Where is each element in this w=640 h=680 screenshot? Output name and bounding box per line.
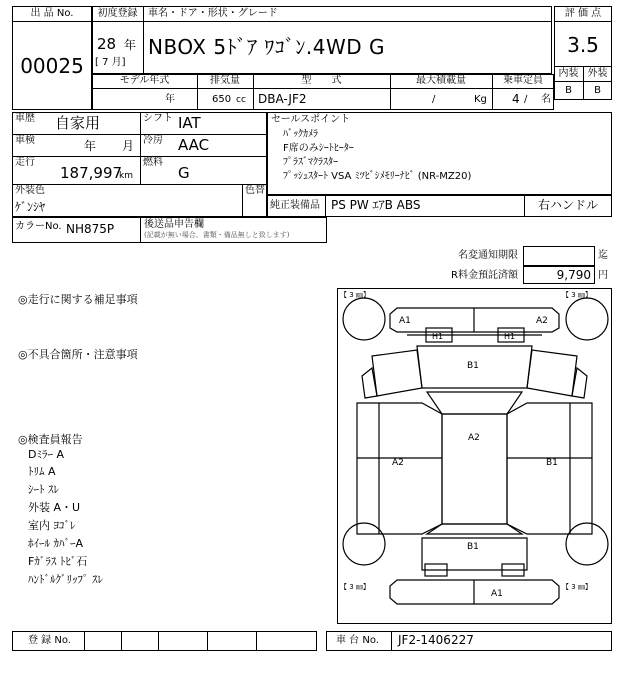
- first-registration-label: 初度登録: [97, 8, 138, 19]
- sales-point-item: F席のみｼｰﾄﾋｰﾀｰ: [283, 143, 354, 154]
- fuel-label: 燃料: [143, 157, 163, 168]
- mark-front-bumper-right: A2: [536, 316, 548, 326]
- tire-tag-front-right: 【 3 ㎜】: [562, 291, 592, 299]
- tire-tag-rear-right: 【 3 ㎜】: [562, 583, 592, 591]
- recycle-fee-label: R料金預託済額: [451, 270, 518, 281]
- damage-diagram: [337, 288, 612, 624]
- inspector-line: ｼｰﾄ ｽﾚ: [28, 483, 59, 496]
- interior-score: B: [565, 85, 572, 96]
- chassis-number-label: 車 台 No.: [336, 635, 379, 646]
- sales-points-label: セールスポイント: [271, 114, 351, 125]
- color-no-value: NH875P: [66, 222, 115, 236]
- overall-score: 3.5: [567, 33, 599, 57]
- model-year-label: モデル年式: [119, 75, 170, 86]
- model-year-unit: 年: [165, 94, 175, 105]
- tire-rear-right: [566, 523, 608, 565]
- registration-year: 28: [97, 35, 117, 53]
- mark-headlight-right: H1: [504, 332, 516, 341]
- tire-front-right: [566, 298, 608, 340]
- fuel-value: G: [178, 164, 190, 182]
- model-code-label: 型 式: [301, 75, 342, 86]
- inspection-year-unit: 年: [84, 139, 97, 153]
- inspector-line: ﾎｲｰﾙ ｶﾊﾞｰA: [28, 537, 84, 550]
- tire-tag-front-left: 【 3 ㎜】: [340, 291, 370, 299]
- rear-glass: [427, 524, 522, 534]
- inspector-line: Fｶﾞﾗｽ ﾄﾋﾞ石: [28, 555, 88, 568]
- front-fender-left: [372, 350, 422, 396]
- mark-right-side: B1: [546, 458, 558, 468]
- exterior-label: 外装: [587, 68, 608, 79]
- mark-rear-bumper: A1: [491, 589, 503, 599]
- inspector-line: ﾊﾝﾄﾞﾙｸﾞﾘｯﾌﾟ ｽﾚ: [28, 573, 103, 586]
- load-unit: Kg: [474, 94, 487, 105]
- interior-label: 内装: [558, 68, 579, 79]
- mark-front-bumper-left: A1: [399, 316, 411, 326]
- exterior-color-value: ｹﾞﾝｼﾔ: [15, 200, 46, 214]
- chassis-number: JF2-1406227: [398, 633, 474, 647]
- mark-hood: B1: [467, 361, 479, 371]
- documents-label: 後送品申告欄: [144, 219, 204, 230]
- mileage-unit: km: [119, 171, 133, 181]
- recycle-fee-unit: 円: [598, 270, 608, 281]
- documents-note: (記載が無い場合、書類・備品無しと致します): [144, 231, 290, 239]
- tire-front-left: [343, 298, 385, 340]
- equipment-label: 純正装備品: [270, 200, 320, 211]
- score-label: 評 価 点: [564, 8, 602, 19]
- inspection-month-unit: 月: [122, 139, 135, 153]
- exterior-score: B: [594, 85, 601, 96]
- mileage-value: 187,997: [60, 164, 123, 182]
- deadline-unit: 迄: [598, 250, 608, 261]
- registration-year-unit: 年: [124, 38, 137, 52]
- mileage-label: 走行: [15, 157, 35, 168]
- displacement-unit: cc: [236, 95, 246, 105]
- mark-headlight-left: H1: [432, 332, 444, 341]
- tire-tag-rear-left: 【 3 ㎜】: [340, 583, 370, 591]
- history-value: 自家用: [55, 114, 101, 132]
- displacement-value: 650: [212, 94, 232, 105]
- lot-number: 00025: [20, 54, 84, 78]
- vehicle-name-label: 車名・ドア・形状・グレード: [148, 8, 278, 19]
- color-change-label: 色替: [245, 185, 265, 196]
- color-no-label: カラーNo.: [15, 221, 62, 232]
- inspection-label: 車検: [15, 135, 35, 146]
- ac-value: AAC: [178, 136, 210, 154]
- shift-value: IAT: [178, 114, 201, 132]
- mark-rear-gate: B1: [467, 542, 479, 552]
- displacement-label: 排気量: [210, 75, 240, 86]
- right-side-panels: [507, 403, 592, 534]
- front-fender-right: [527, 350, 577, 396]
- inspector-line: Dﾐﾗｰ A: [28, 448, 64, 461]
- recycle-fee-amount: 9,790: [556, 268, 591, 282]
- history-label: 車歴: [15, 113, 35, 124]
- model-code: DBA-JF2: [258, 92, 307, 106]
- capacity-slash: /: [524, 94, 528, 105]
- left-side-panels: [357, 403, 442, 534]
- shift-label: シフト: [143, 113, 173, 124]
- sales-point-item: ﾊﾞｯｸｶﾒﾗ: [283, 129, 318, 140]
- inspector-line: 外装 A・U: [28, 501, 81, 514]
- equipment-value: PS PW ｴｱB ABS: [331, 198, 421, 212]
- sales-point-item: ﾌﾟｯｼｭｽﾀｰﾄ VSA ﾐﾂﾋﾞｼﾒﾓﾘｰﾅﾋﾞ (NR-MZ20): [283, 171, 472, 182]
- max-load-label: 最大積載量: [416, 75, 466, 86]
- vehicle-name: NBOX 5ﾄﾞｱ ﾜｺﾞﾝ.4WD G: [148, 35, 386, 59]
- capacity-label: 乗車定員: [503, 75, 543, 86]
- defects-label: ◎不具合箇所・注意事項: [18, 348, 138, 361]
- capacity-unit: 名: [541, 94, 551, 105]
- capacity-value: 4: [512, 92, 520, 106]
- windshield: [427, 392, 522, 414]
- inspector-line: 室内 ﾖｺﾞﾚ: [28, 519, 76, 532]
- inspector-line: ﾄﾘﾑ A: [28, 465, 56, 478]
- roof-panel: [442, 414, 507, 524]
- driving-notes-label: ◎走行に関する補足事項: [18, 293, 138, 306]
- mirror-left: [362, 368, 377, 398]
- load-slash: /: [432, 94, 436, 105]
- exterior-color-label: 外装色: [15, 185, 45, 196]
- ac-label: 冷房: [143, 135, 163, 146]
- inspector-report-label: ◎検査員報告: [18, 433, 83, 446]
- mirror-right: [572, 368, 587, 398]
- registration-number-label: 登 録 No.: [28, 635, 71, 646]
- steering-side: 右ハンドル: [537, 198, 598, 212]
- deadline-label: 名変通知期限: [458, 250, 518, 261]
- sales-point-item: ﾌﾟﾗｽﾞﾏｸﾗｽﾀｰ: [283, 157, 338, 168]
- deadline-field: [523, 246, 595, 266]
- registration-month: [ 7 月]: [95, 57, 126, 68]
- lot-label: 出 品 No.: [30, 8, 74, 19]
- mark-roof: A2: [468, 433, 480, 443]
- mark-left-side: A2: [392, 458, 404, 468]
